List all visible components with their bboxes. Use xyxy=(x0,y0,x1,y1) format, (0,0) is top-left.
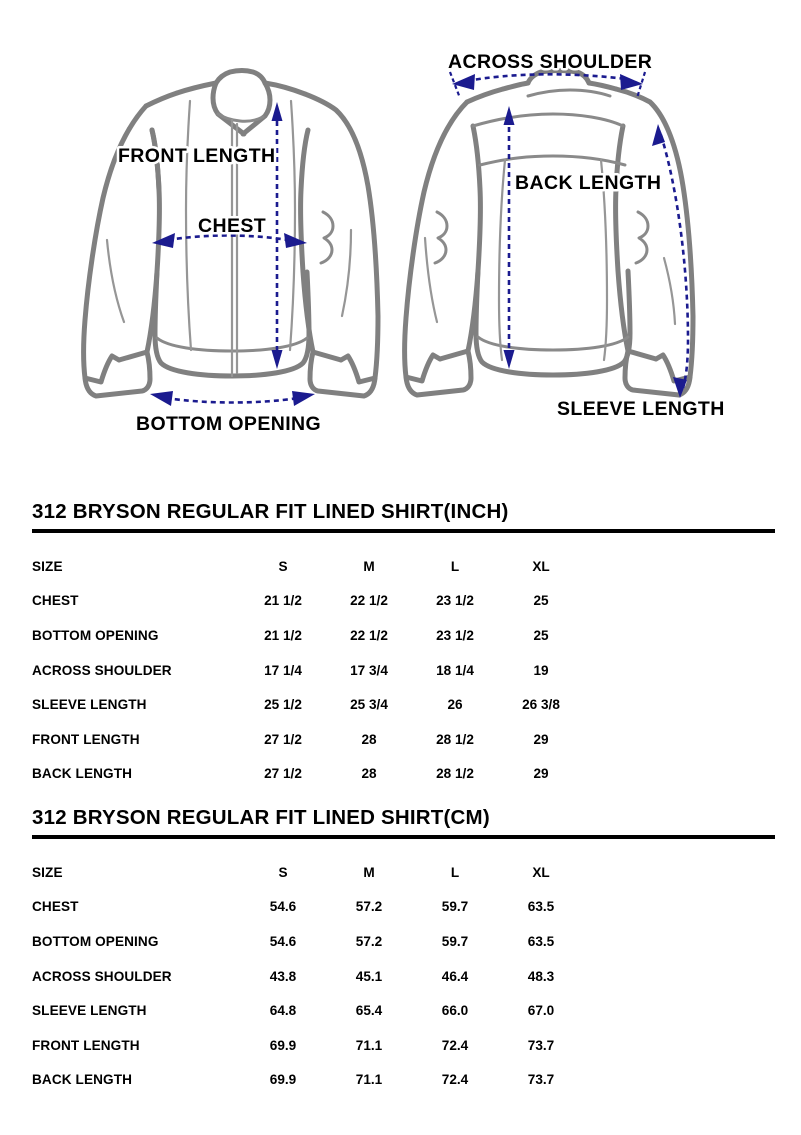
cell-bottom-opening-xl: 25 xyxy=(533,627,549,643)
label-sleeve-length: SLEEVE LENGTH xyxy=(557,398,725,420)
table-row xyxy=(32,1063,584,1098)
cell-front-length-l: 28 1/2 xyxy=(436,731,474,747)
cell-sleeve-length-xl: 26 3/8 xyxy=(522,697,560,713)
cell-front-length-s: 27 1/2 xyxy=(264,731,302,747)
cell-front-length-l: 72.4 xyxy=(441,1037,469,1053)
cell-back-length-xl: 29 xyxy=(533,766,549,782)
column-header-size: SIZE xyxy=(32,864,63,880)
cell-front-length-m: 28 xyxy=(361,731,377,747)
table-header-row xyxy=(32,855,584,890)
table-row xyxy=(32,687,584,722)
cell-bottom-opening-s: 21 1/2 xyxy=(264,627,302,643)
across-shoulder-measure xyxy=(450,72,645,98)
table-row xyxy=(32,1028,584,1063)
label-across-shoulder: ACROSS SHOULDER xyxy=(448,51,653,73)
cell-bottom-opening-m: 57.2 xyxy=(355,933,383,949)
cell-sleeve-length-xl: 67.0 xyxy=(527,1003,555,1019)
row-label-across-shoulder: ACROSS SHOULDER xyxy=(32,968,172,984)
cell-back-length-xl: 73.7 xyxy=(527,1072,555,1088)
cell-chest-l: 23 1/2 xyxy=(436,593,474,609)
row-label-bottom-opening: BOTTOM OPENING xyxy=(32,627,159,643)
table-row xyxy=(32,653,584,688)
cell-chest-m: 22 1/2 xyxy=(350,593,388,609)
cell-across-shoulder-m: 45.1 xyxy=(355,968,383,984)
bottom-opening-measure xyxy=(150,391,315,406)
cell-bottom-opening-xl: 63.5 xyxy=(527,933,555,949)
row-label-chest: CHEST xyxy=(32,899,79,915)
table-row xyxy=(32,722,584,757)
table-row xyxy=(32,584,584,619)
column-header-s: S xyxy=(278,864,288,880)
cm-title-rule xyxy=(32,835,775,839)
row-label-across-shoulder: ACROSS SHOULDER xyxy=(32,662,172,678)
label-bottom-opening: BOTTOM OPENING xyxy=(136,413,322,435)
cell-bottom-opening-l: 23 1/2 xyxy=(436,627,474,643)
row-label-back-length: BACK LENGTH xyxy=(32,1072,133,1088)
row-label-back-length: BACK LENGTH xyxy=(32,766,133,782)
size-chart-inch xyxy=(32,500,777,791)
inch-table-title: 312 BRYSON REGULAR FIT LINED SHIRT(INCH) xyxy=(32,500,509,523)
row-label-bottom-opening: BOTTOM OPENING xyxy=(32,933,159,949)
cell-front-length-xl: 73.7 xyxy=(527,1037,555,1053)
table-header-row xyxy=(32,549,584,584)
column-header-xl: XL xyxy=(532,864,550,880)
size-chart-illustration xyxy=(0,0,801,470)
front-length-measure xyxy=(272,102,283,369)
cell-chest-s: 21 1/2 xyxy=(264,593,302,609)
table-row xyxy=(32,924,584,959)
cell-sleeve-length-m: 65.4 xyxy=(355,1003,383,1019)
row-label-chest: CHEST xyxy=(32,593,79,609)
cell-sleeve-length-s: 64.8 xyxy=(269,1003,297,1019)
table-row xyxy=(32,757,584,792)
back-length-measure xyxy=(504,106,515,369)
cell-back-length-s: 69.9 xyxy=(269,1072,297,1088)
row-label-sleeve-length: SLEEVE LENGTH xyxy=(32,1003,147,1019)
cell-back-length-l: 72.4 xyxy=(441,1072,469,1088)
row-label-front-length: FRONT LENGTH xyxy=(32,731,140,747)
cell-across-shoulder-l: 46.4 xyxy=(441,968,469,984)
column-header-m: M xyxy=(363,864,375,880)
table-row xyxy=(32,959,584,994)
cell-back-length-l: 28 1/2 xyxy=(436,766,474,782)
column-header-l: L xyxy=(450,558,460,574)
column-header-l: L xyxy=(450,864,460,880)
label-chest: CHEST xyxy=(198,215,267,237)
row-label-sleeve-length: SLEEVE LENGTH xyxy=(32,697,147,713)
table-row xyxy=(32,993,584,1028)
cell-across-shoulder-l: 18 1/4 xyxy=(436,662,474,678)
cell-back-length-s: 27 1/2 xyxy=(264,766,302,782)
size-chart-cm xyxy=(32,806,777,1097)
cell-front-length-xl: 29 xyxy=(533,731,549,747)
cell-chest-s: 54.6 xyxy=(269,899,297,915)
column-header-m: M xyxy=(363,558,375,574)
cm-table-title: 312 BRYSON REGULAR FIT LINED SHIRT(CM) xyxy=(32,806,490,829)
cell-bottom-opening-s: 54.6 xyxy=(269,933,297,949)
column-header-xl: XL xyxy=(532,558,550,574)
cell-across-shoulder-xl: 48.3 xyxy=(527,968,555,984)
cell-sleeve-length-m: 25 3/4 xyxy=(350,697,388,713)
cell-sleeve-length-l: 26 xyxy=(447,697,463,713)
cell-chest-l: 59.7 xyxy=(441,899,469,915)
cell-across-shoulder-m: 17 3/4 xyxy=(350,662,388,678)
table-row xyxy=(32,618,584,653)
cell-across-shoulder-xl: 19 xyxy=(533,662,549,678)
cell-back-length-m: 71.1 xyxy=(355,1072,383,1088)
table-row xyxy=(32,890,584,925)
cell-across-shoulder-s: 17 1/4 xyxy=(264,662,302,678)
cell-bottom-opening-m: 22 1/2 xyxy=(350,627,388,643)
cell-sleeve-length-s: 25 1/2 xyxy=(264,697,302,713)
cell-chest-xl: 25 xyxy=(533,593,549,609)
column-header-s: S xyxy=(278,558,288,574)
column-header-size: SIZE xyxy=(32,558,63,574)
cell-sleeve-length-l: 66.0 xyxy=(441,1003,469,1019)
cell-chest-m: 57.2 xyxy=(355,899,383,915)
inch-size-table xyxy=(32,549,584,791)
label-back-length: BACK LENGTH xyxy=(515,172,662,194)
inch-title-rule xyxy=(32,529,775,533)
cell-back-length-m: 28 xyxy=(361,766,377,782)
back-view-garment xyxy=(405,71,694,396)
row-label-front-length: FRONT LENGTH xyxy=(32,1037,140,1053)
cm-size-table xyxy=(32,855,584,1097)
cell-front-length-s: 69.9 xyxy=(269,1037,297,1053)
cell-chest-xl: 63.5 xyxy=(527,899,555,915)
cell-across-shoulder-s: 43.8 xyxy=(269,968,297,984)
label-front-length: FRONT LENGTH xyxy=(118,145,276,167)
cell-front-length-m: 71.1 xyxy=(355,1037,383,1053)
cell-bottom-opening-l: 59.7 xyxy=(441,933,469,949)
